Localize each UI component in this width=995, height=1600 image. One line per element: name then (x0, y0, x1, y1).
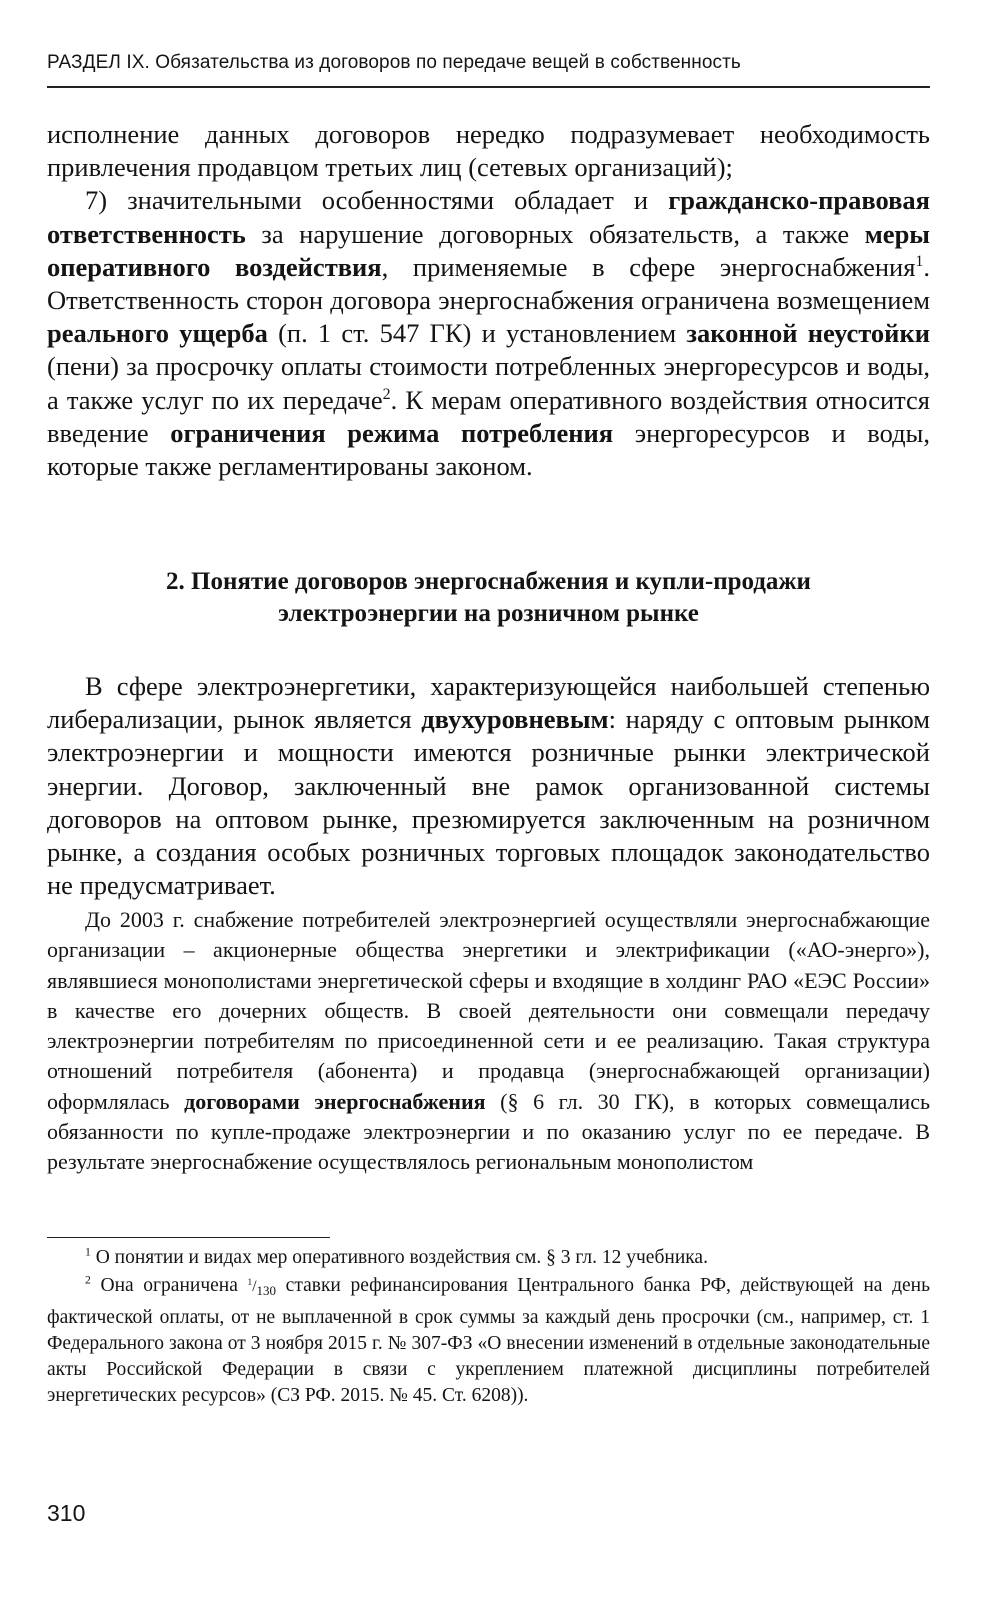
footnote-ref-2[interactable]: 2 (382, 385, 391, 403)
bold-term: гражданско-правовая ответственность (47, 185, 930, 249)
section-heading-line-1: 2. Понятие договоров энергоснабжения и купли-продажи (166, 568, 811, 595)
bold-term: меры оперативного воздействия (47, 218, 930, 282)
header-rule (47, 86, 930, 88)
text-run: . К мерам оперативного воздействия относится введение (47, 384, 930, 448)
footnote-2 (47, 1273, 930, 1409)
section-heading-line-2: электроэнергии на розничном рынке (278, 600, 699, 627)
bold-term: ограничения режима потребления (170, 417, 614, 448)
text-run: , применяемые в сфере энергоснабжения (381, 251, 916, 282)
paragraph-text: исполнение данных договоров нередко подразумевает необходимость привлечения продавцом третьих лиц (сетевых организаций); (47, 119, 930, 183)
bold-term: законной неустойки (686, 318, 930, 349)
page-number: 310 (47, 1500, 86, 1526)
paragraph-continuation (47, 118, 930, 184)
paragraph-market (47, 670, 930, 902)
text-run: (§ 6 гл. 30 ГК), в которых совмещались обязанности по купле-продаже электроэнергии и по оказанию услуг по ее передаче. В результате энергоснабжение осуществлялось региональным монополистом (47, 1088, 930, 1175)
footnote-1 (47, 1245, 930, 1271)
footnote-mark: 2 (85, 1273, 91, 1287)
footnote-mark: 1 (85, 1245, 91, 1259)
footnote-ref-1[interactable]: 1 (915, 252, 924, 270)
footnote-separator (47, 1237, 330, 1238)
footnote-text: О понятии и видах мер оперативного воздействия см. § 3 гл. 12 учебника. (95, 1247, 708, 1268)
body-text-small (47, 905, 930, 1178)
text-run: В сфере электроэнергетики, характеризующейся наибольшей степенью либерализации, рынок является (47, 671, 930, 735)
fraction-denominator: 130 (256, 1283, 277, 1299)
running-head: РАЗДЕЛ IX. Обязательства из договоров по передаче вещей в собственность (47, 52, 741, 73)
footnotes (47, 1245, 930, 1411)
text-run: ставки рефинансирования Центрального банка РФ, действующей на день фактической оплаты, от не выплаченной в срок суммы за каждый день просрочки (см., например, ст. 1 Федерального закона от 3 ноября 2015 г. № 307-ФЗ «О внесении изменений в отдельные законодательные акты Российской Федерации в связи с укреплением платежной дисциплины потребителей энергетических ресурсов» (СЗ РФ. 2015. № 45. Ст. 6208)). (47, 1275, 930, 1407)
text-run: Она ограничена (100, 1275, 248, 1297)
text-run: . Ответственность сторон договора энергоснабжения ограничена возмещением (47, 251, 930, 316)
bold-term: реального ущерба (47, 318, 268, 349)
text-run: (пени) за просрочку оплаты стоимости потребленных энергоресурсов и воды, а также услуг по их передаче (47, 351, 930, 415)
body-text-top (47, 118, 930, 483)
text-run: До 2003 г. снабжение потребителей электроэнергией осуществляли энергоснабжающие организации – акционерные общества энергетики и электрификации («АО-энерго»), являвшиеся монополистами энергетической сферы и входящие в холдинг РАО «ЕЭС России» в качестве его дочерних обществ. В своей деятельности они совмещали передачу электроэнергии потребителям по присоединенной сети и ее реализацию. Такая структура отношений потребителя (абонента) и продавца (энергоснабжающей организации) оформлялась (47, 907, 930, 1114)
bold-term: договорами энергоснабжения (184, 1088, 486, 1114)
text-run: 7) значительными особенностями обладает и (85, 185, 669, 216)
fraction (247, 1278, 277, 1299)
fraction-slash: / (252, 1278, 257, 1296)
body-text-section (47, 670, 930, 902)
text-run: : наряду с оптовым рынком электроэнергии и мощности имеются розничные рынки электрической энергии. Договор, заключенный вне рамок организованной системы договоров на оптовом рынке, презюмируется заключенным на розничном рынке, а создания особых розничных торговых площадок законодательство не предусматривает. (47, 704, 930, 901)
text-run: за нарушение договорных обязательств, а также (245, 218, 865, 249)
bold-term: двухуровневым (421, 704, 609, 735)
text-run: энергоресурсов и воды, которые также регламентированы законом. (47, 417, 930, 482)
section-heading (47, 566, 930, 630)
paragraph-item-7 (47, 184, 930, 483)
paragraph-history (47, 905, 930, 1178)
fraction-numerator: 1 (247, 1278, 253, 1289)
text-run: (п. 1 ст. 547 ГК) и установлением (267, 318, 687, 349)
